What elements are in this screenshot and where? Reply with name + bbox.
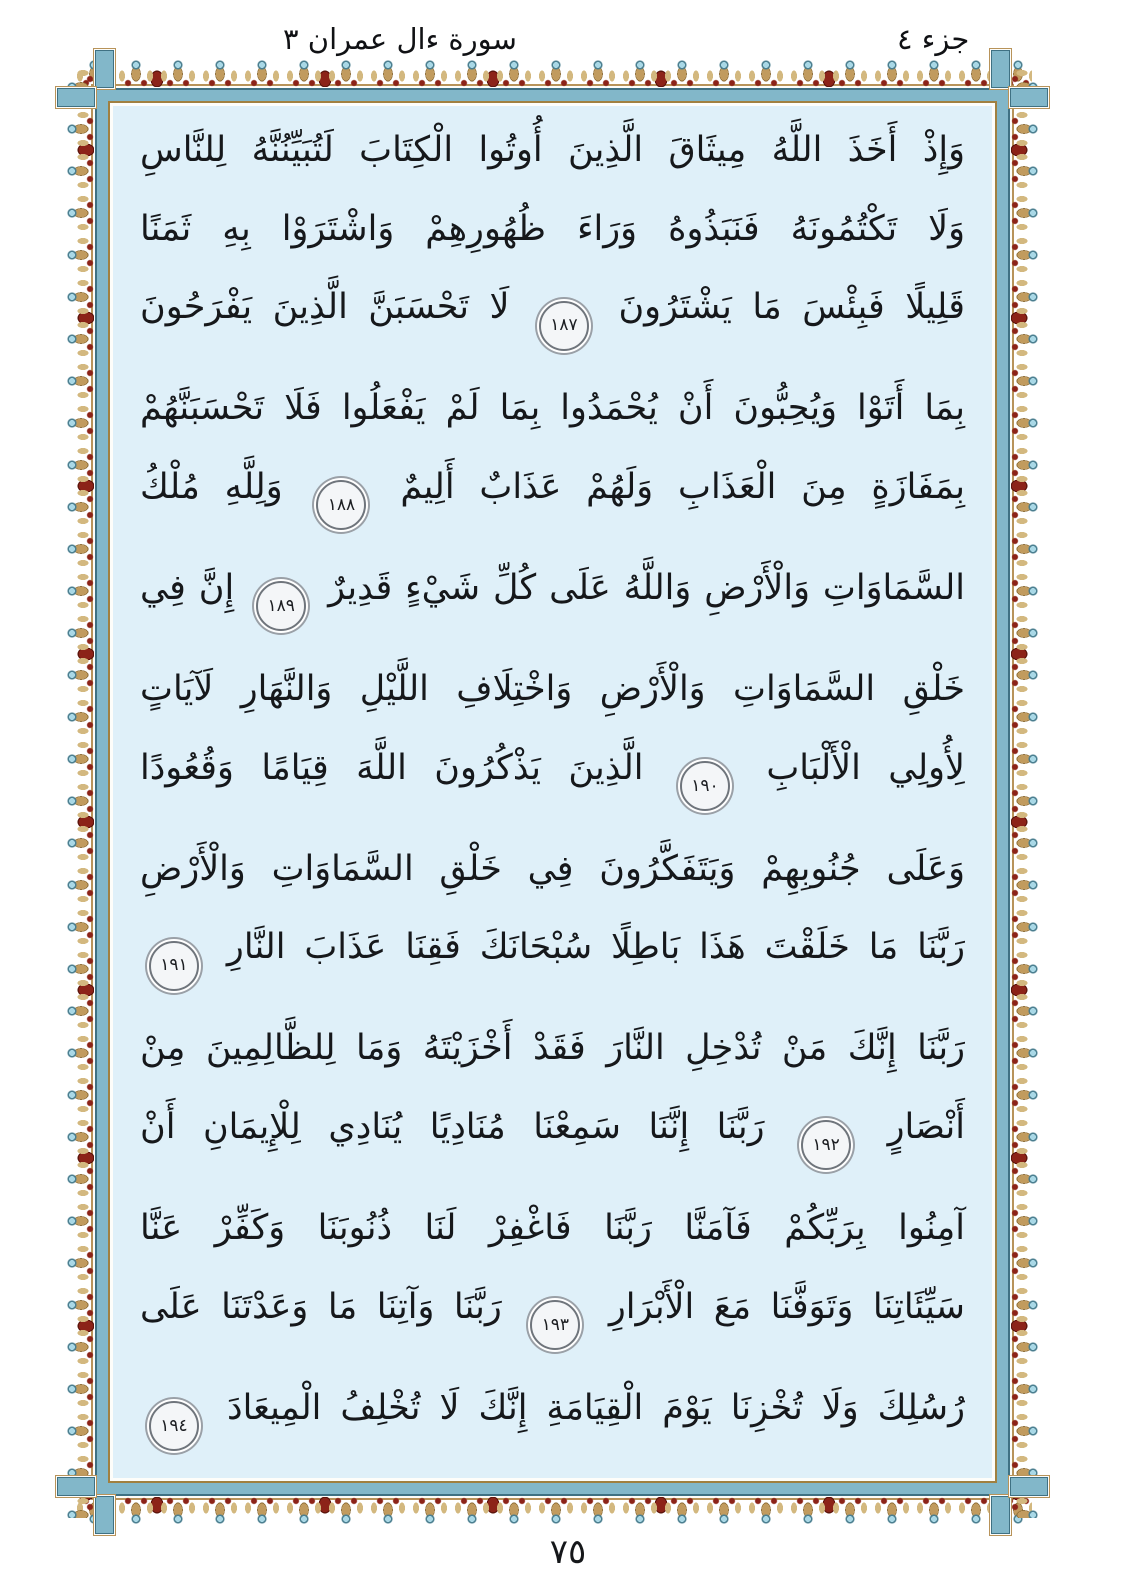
border-corner-extension xyxy=(991,50,1010,88)
verse-text: رُسُلِكَ وَلَا تُخْزِنَا يَوْمَ الْقِيَامَةِ إِنَّكَ لَا تُخْلِفُ الْمِيعَادَ xyxy=(227,1387,965,1428)
ayah-end-marker: ١٩٠ xyxy=(680,761,730,811)
quran-line xyxy=(140,208,965,250)
verse-text: قَلِيلًا فَبِئْسَ مَا يَشْتَرُونَ xyxy=(618,287,965,328)
quran-line xyxy=(140,1106,965,1170)
ayah-end-marker: ١٩٤ xyxy=(149,1401,199,1451)
quran-line xyxy=(140,668,965,710)
quran-line xyxy=(140,129,965,171)
quran-text-panel xyxy=(108,101,997,1483)
ayah-end-marker: ١٨٩ xyxy=(256,581,306,631)
verse-text: بِمَفَازَةٍ مِنَ الْعَذَابِ وَلَهُمْ عَذَابٌ أَلِيمٌ xyxy=(400,467,965,508)
ornamental-border-frame xyxy=(95,88,1010,1496)
verse-lines-container xyxy=(140,129,965,1451)
verse-text: بِمَا أَتَوْا وَيُحِبُّونَ أَنْ يُحْمَدُوا بِمَا لَمْ يَفْعَلُوا فَلَا تَحْسَبَنَّهُمْ xyxy=(140,388,965,429)
ayah-end-marker: ١٩٣ xyxy=(530,1300,580,1350)
border-corner-extension xyxy=(991,1496,1010,1534)
border-corner-extension xyxy=(57,88,95,107)
quran-line xyxy=(140,1207,965,1249)
border-corner-extension xyxy=(57,1477,95,1496)
border-corner-extension xyxy=(1010,88,1048,107)
quran-line xyxy=(140,567,965,631)
ayah-end-marker: ١٨٨ xyxy=(316,480,366,530)
quran-line xyxy=(140,926,965,990)
quran-line xyxy=(140,387,965,429)
border-ornament-left xyxy=(64,66,94,1518)
verse-text: لَا تَحْسَبَنَّ الَّذِينَ يَفْرَحُونَ xyxy=(140,287,510,328)
ayah-end-marker: ١٩٢ xyxy=(801,1120,851,1170)
verse-text: آمِنُوا بِرَبِّكُمْ فَآمَنَّا رَبَّنَا فَاغْفِرْ لَنَا ذُنُوبَنَا وَكَفِّرْ عَنَّا xyxy=(140,1208,965,1249)
verse-text: رَبَّنَا مَا خَلَقْتَ هَذَا بَاطِلًا سُبْحَانَكَ فَقِنَا عَذَابَ النَّارِ xyxy=(226,927,965,968)
ayah-end-marker: ١٩١ xyxy=(149,941,199,991)
verse-text: رَبَّنَا إِنَّكَ مَنْ تُدْخِلِ النَّارَ فَقَدْ أَخْزَيْتَهُ وَمَا لِلظَّالِمِينَ مِنْ xyxy=(140,1028,965,1069)
border-ornament-right xyxy=(1011,66,1041,1518)
page-number: ٧٥ xyxy=(549,1532,587,1572)
verse-text: وَإِذْ أَخَذَ اللَّهُ مِيثَاقَ الَّذِينَ أُوتُوا الْكِتَابَ لَتُبَيِّنُنَّهُ لِلنَّاسِ xyxy=(140,130,965,170)
verse-text: السَّمَاوَاتِ وَالْأَرْضِ وَاللَّهُ عَلَى كُلِّ شَيْءٍ قَدِيرٌ xyxy=(328,568,965,609)
quran-line xyxy=(140,848,965,890)
juz-label: جزء ٤ xyxy=(897,22,970,56)
verse-text: وَلَا تَكْتُمُونَهُ فَنَبَذُوهُ وَرَاءَ ظُهُورِهِمْ وَاشْتَرَوْا بِهِ ثَمَنًا xyxy=(140,208,965,249)
verse-text: الَّذِينَ يَذْكُرُونَ اللَّهَ قِيَامًا وَقُعُودًا xyxy=(140,747,644,788)
quran-line xyxy=(140,1027,965,1069)
border-corner-extension xyxy=(95,1496,114,1534)
verse-text: وَلِلَّهِ مُلْكُ xyxy=(140,467,283,508)
quran-line xyxy=(140,1387,965,1451)
verse-text: سَيِّئَاتِنَا وَتَوَفَّنَا مَعَ الْأَبْرَارِ xyxy=(608,1286,965,1327)
ayah-end-marker: ١٨٧ xyxy=(539,301,589,351)
quran-line xyxy=(140,747,965,811)
border-ornament-bottom xyxy=(73,1497,1032,1527)
verse-text: رَبَّنَا إِنَّنَا سَمِعْنَا مُنَادِيًا يُنَادِي لِلْإِيمَانِ أَنْ xyxy=(140,1107,765,1148)
quran-line xyxy=(140,286,965,350)
border-ornament-top xyxy=(73,57,1032,87)
verse-text: وَعَلَى جُنُوبِهِمْ وَيَتَفَكَّرُونَ فِي خَلْقِ السَّمَاوَاتِ وَالْأَرْضِ xyxy=(140,848,965,889)
border-corner-extension xyxy=(95,50,114,88)
verse-text: لِأُولِي الْأَلْبَابِ xyxy=(766,747,965,788)
quran-line xyxy=(140,466,965,530)
verse-text: خَلْقِ السَّمَاوَاتِ وَالْأَرْضِ وَاخْتِلَافِ اللَّيْلِ وَالنَّهَارِ لَآيَاتٍ xyxy=(140,669,965,710)
surah-title: سورة ءال عمران ٣ xyxy=(283,22,517,56)
quran-line xyxy=(140,1286,965,1350)
verse-text: أَنْصَارٍ xyxy=(887,1107,965,1148)
border-corner-extension xyxy=(1010,1477,1048,1496)
verse-text: رَبَّنَا وَآتِنَا مَا وَعَدْتَنَا عَلَى xyxy=(140,1286,502,1327)
verse-text: إِنَّ فِي xyxy=(140,568,235,609)
